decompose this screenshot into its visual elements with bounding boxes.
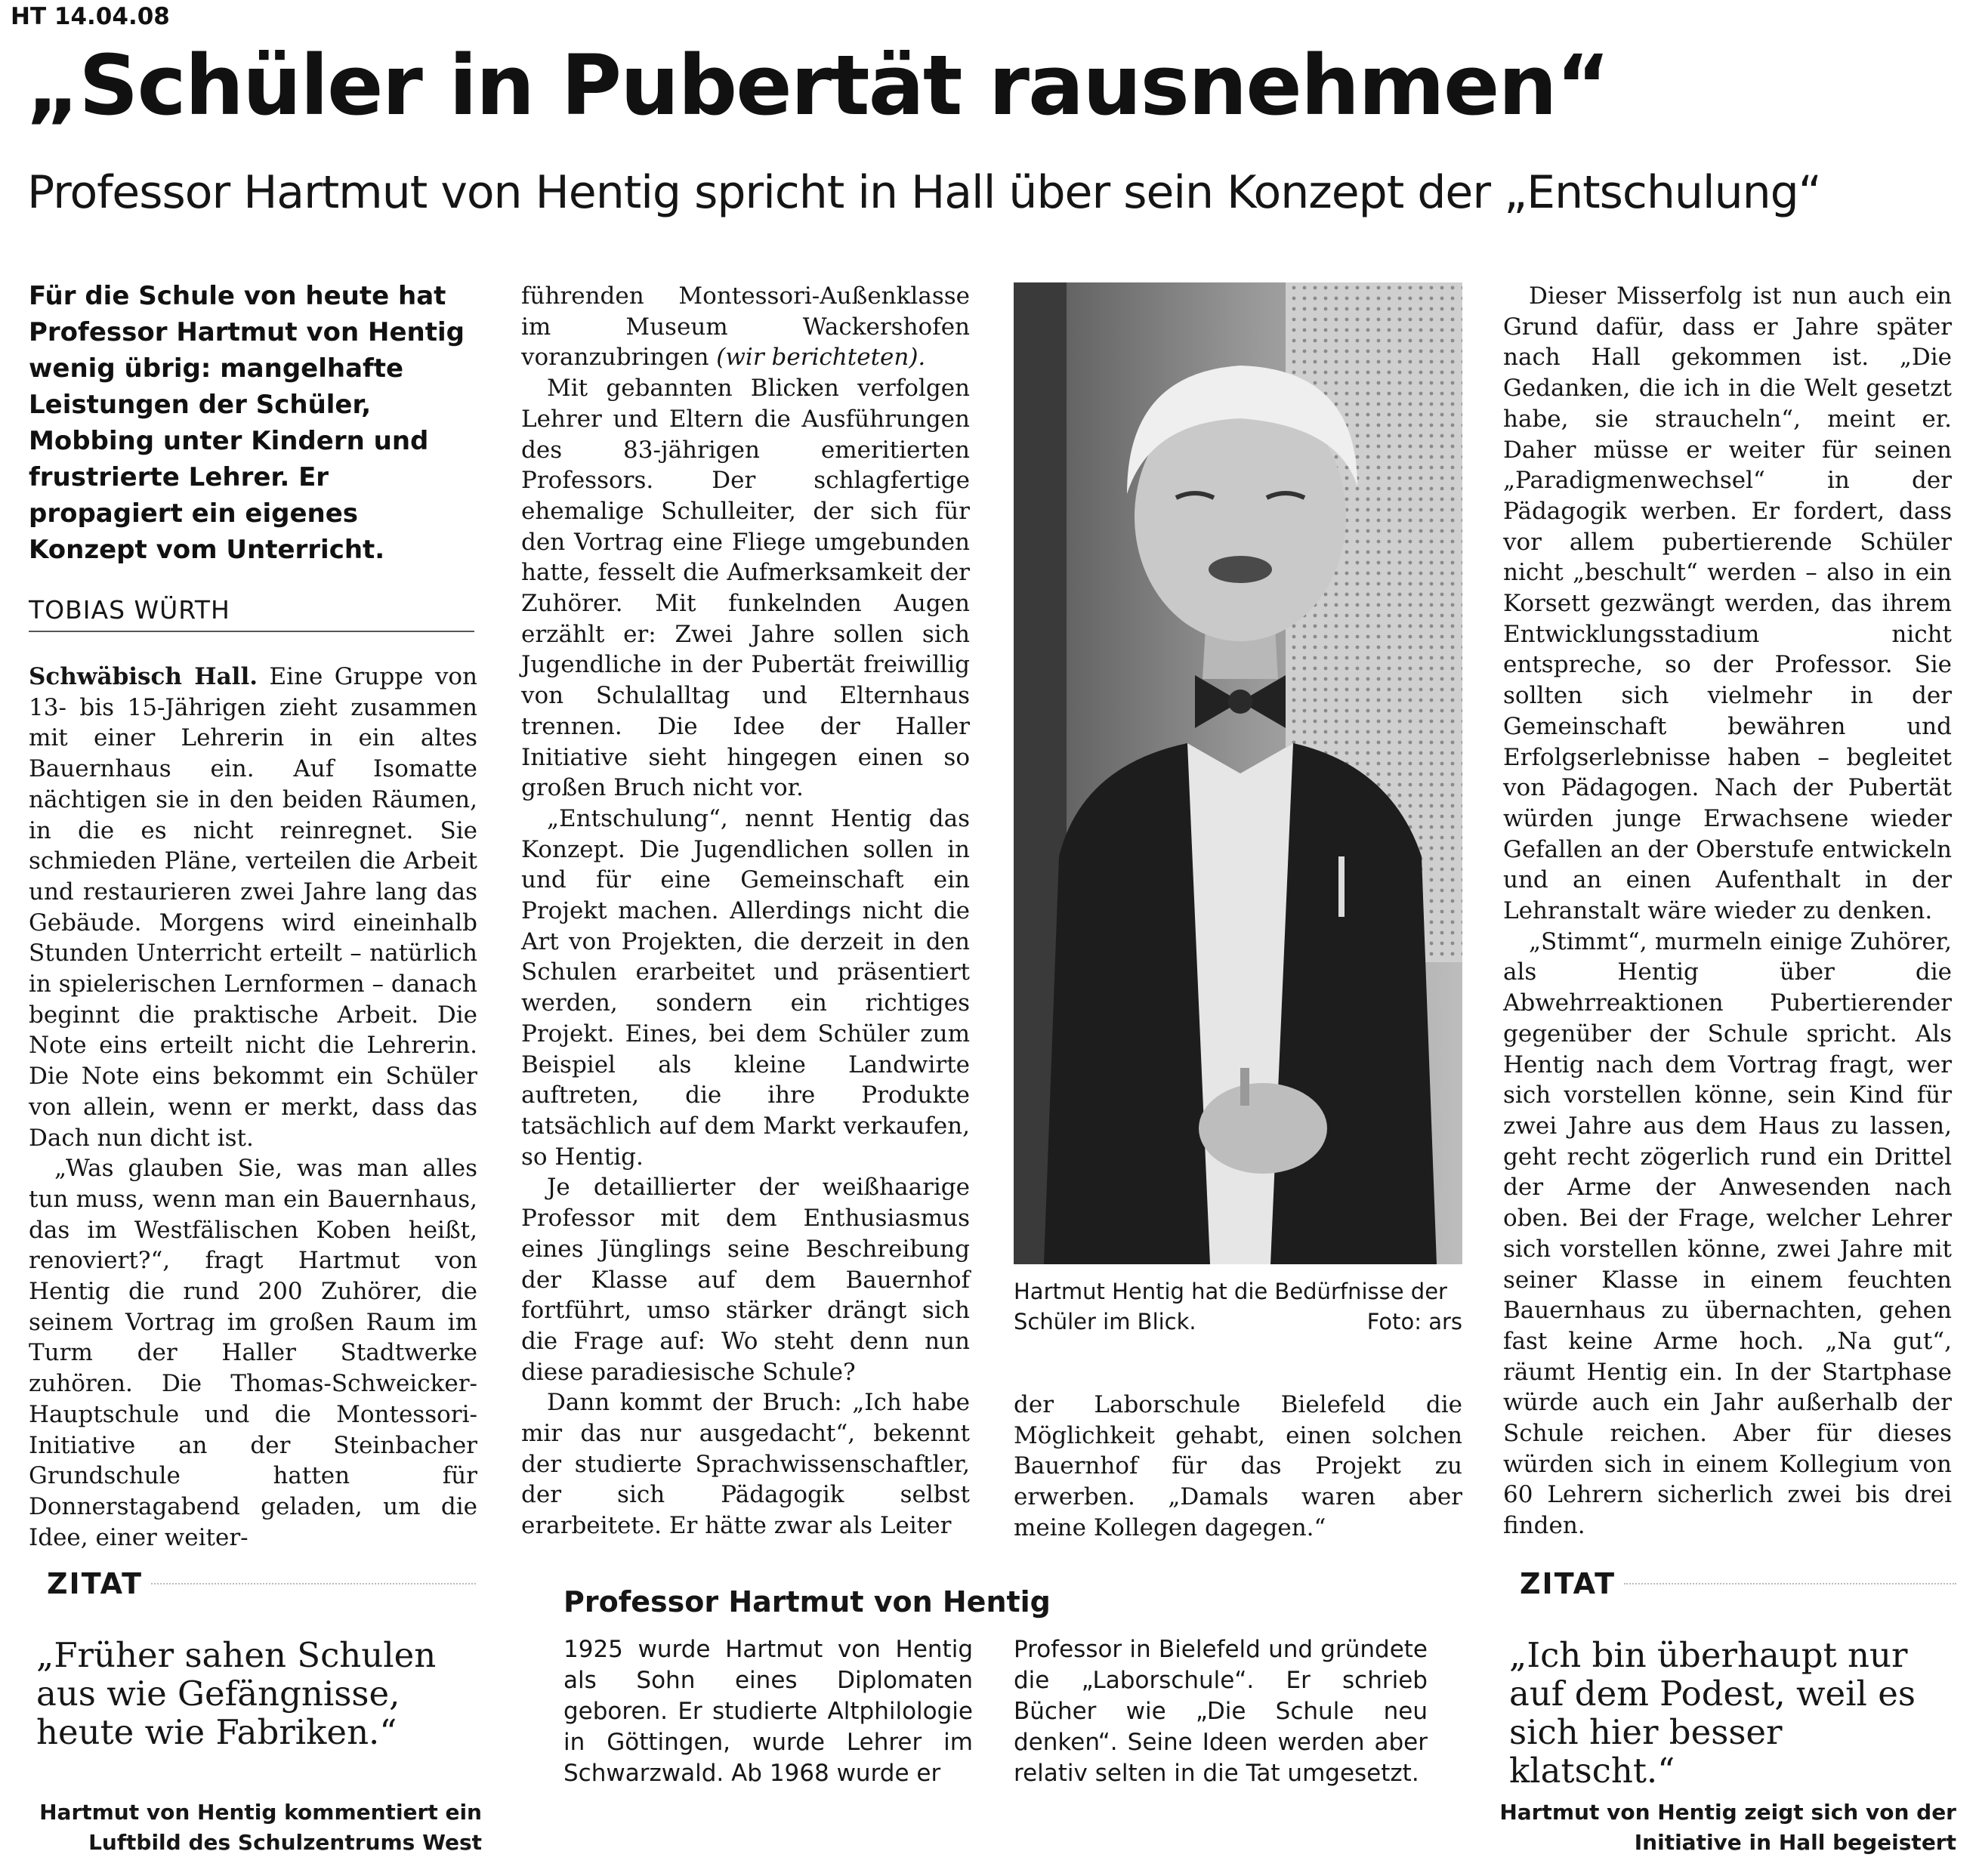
paragraph-note: (wir berichteten). [716, 344, 926, 372]
article-paragraph: Je detaillierter der weißhaarige Professor mit dem Enthusiasmus eines Jünglings seine Beschreibung der Klasse auf dem Bauernhof fortführt, umso stärker drängt sich die Frage auf: Wo steht denn nun diese paradiesische Schule? [521, 1174, 970, 1386]
intro-teaser [29, 278, 482, 568]
article-paragraph: „Stimmt“, murmeln einige Zuhörer, als Hentig über die Abwehrreaktionen Pubertierender gegenüber der Schule spricht. Als Hentig nach dem Vortrag fragt, wer sich vorstellen könne, sein Kind für zwei Jahre aus dem Haus zu lassen, geht recht zögerlich rund ein Drittel der Arme der Anwesenden nach oben. Bei der Frage, welcher Lehrer sich vorstellen könne, zwei Jahre mit seiner Klasse in einem feuchten Bauernhaus zu übernachten, gehen fast keine Arme hoch. „Na gut“, räumt Hentig ein. In der Startphase würde auch ein Jahr außerhalb der Schule reichen. Aber für dieses würden sich in einem Kollegium von 60 Lehrern sicherlich zwei bis drei finden. [1503, 927, 1952, 1540]
article-column-2 [521, 281, 970, 1541]
article-paragraph: „Was glauben Sie, was man alles tun muss, wenn man ein Bauernhaus, das im Westfälischen Koben heißt, renoviert?“, fragt Hartmut von Hentig die rund 200 Zuhörer, die seinem Vortrag im großen Raum im Turm der Haller Stadtwerke zuhören. Die Thomas-Schweicker-Hauptschule und die Montessori-Initiative an der Steinbacher Grundschule hatten für Donnerstagabend geladen, um die Idee, einer weiter- [29, 1155, 477, 1551]
dateline: Schwäbisch Hall. [29, 663, 258, 690]
author-byline: TOBIAS WÜRTH [29, 593, 474, 632]
bio-box-column-2: Professor in Bielefeld und gründete die „Laborschule“. Er schrieb Bücher wie „Die Schule neu denken“. Seine Ideen werden aber relativ selten in die Tat umgesetzt. [1014, 1636, 1428, 1787]
paragraph-text: führenden Montessori-Außenklasse im Museum Wackershofen voranzubringen [521, 282, 970, 372]
portrait-illustration [1014, 282, 1462, 1264]
article-paragraph [521, 281, 970, 373]
caption-text: Hartmut Hentig hat die Bedürfnisse der Schüler im Blick. [1014, 1279, 1447, 1334]
portrait-photo [1014, 282, 1462, 1264]
article-paragraph: Dieser Misserfolg ist nun auch ein Grund dafür, dass er Jahre später nach Hall gekommen ist. „Die Gedanken, die ich in die Welt gesetzt habe, sie straucheln“, meint er. Daher müsse er weiter für seinen „Paradigmenwechsel“ in der Pädagogik werben. Er fordert, dass vor allem pubertierende Schüler nicht „beschult“ werden – also in ein Korsett gezwängt werden, das ihrem Entwicklungsstadium nicht entspreche, so der Professor. Sie sollten sich vielmehr in der Gemeinschaft bewähren und Erfolgserlebnisse haben – begleitet von Pädagogen. Nach der Pubertät würden junge Erwachsene wieder Gefallen an der Oberstufe entwickeln und an einen Aufenthalt in der Lehranstalt wäre wieder zu denken. [1503, 282, 1952, 925]
subheadline: Professor Hartmut von Hentig spricht in Hall über sein Konzept der „Entschulung“ [27, 166, 1821, 219]
divider [151, 1583, 476, 1584]
bio-box-title: Professor Hartmut von Hentig [563, 1585, 1051, 1618]
article-paragraph: „Entschulung“, nennt Hentig das Konzept. Die Jugendlichen sollen in und für eine Gemeinschaft ein Projekt machen. Allerdings nicht die Art von Projekten, die derzeit in den Schulen erarbeitet und präsentiert werden, sondern ein richtiges Projekt. Eines, bei dem Schüler zum Beispiel als kleine Landwirte auftreten, die ihre Produkte tatsächlich auf dem Markt verkaufen, so Hentig. [521, 804, 970, 1171]
article-column-3 [1014, 1390, 1462, 1544]
divider [1624, 1583, 1956, 1584]
source-tag: HT 14.04.08 [11, 3, 170, 30]
paragraph-text: Eine Gruppe von 13- bis 15-Jährigen zieht zusammen mit einer Lehrerin in ein altes Bauernhaus ein. Auf Isomatte nächtigen sie in den beiden Räumen, in die es nicht reinregnet. Sie schmieden Pläne, verteilen die Arbeit und restaurieren zwei Jahre lang das Gebäude. Morgens wird eineinhalb Stunden Unterricht erteilt – natürlich in spielerischen Lernformen – danach beginnt die praktische Arbeit. Die Note eins erteilt nicht die Lehrerin. Die Note eins bekommt ein Schüler von allein, wenn er merkt, dass das Dach nun dicht ist. [29, 663, 477, 1152]
photo-credit: Foto: ars [1366, 1309, 1462, 1334]
quote-text-left: „Früher sahen Schulen aus wie Gefängnisse, heute wie Fabriken.“ [36, 1635, 437, 1752]
article-paragraph: Dann kommt der Bruch: „Ich habe mir das nur ausgedacht“, bekennt der studierte Sprachwissenschaftler, der sich Pädagogik selbst erarbeitete. Er hätte zwar als Leiter [521, 1389, 970, 1540]
headline: „Schüler in Pubertät rausnehmen“ [26, 37, 1610, 134]
quote-label-left: ZITAT [47, 1567, 144, 1600]
quote-source-right: Hartmut von Hentig zeigt sich von der Initiative in Hall begeistert [1499, 1800, 1956, 1855]
article-column-4 [1503, 281, 1952, 1541]
article-column-1 [29, 662, 477, 1553]
quote-source-left: Hartmut von Hentig kommentiert ein Luftbild des Schulzentrums West [39, 1800, 482, 1855]
quote-text-right: „Ich bin überhaupt nur auf dem Podest, weil es sich hier besser klatscht.“ [1509, 1635, 1916, 1791]
article-paragraph: der Laborschule Bielefeld die Möglichkeit gehabt, einen solchen Bauernhof für das Projekt zu erwerben. „Damals waren aber meine Kollegen dagegen.“ [1014, 1391, 1462, 1541]
article-paragraph: Mit gebannten Blicken verfolgen Lehrer und Eltern die Ausführungen des 83-jährigen emeritierten Professors. Der schlagfertige ehemalige Schulleiter, der sich für den Vortrag eine Fliege umgebunden hatte, fesselt die Aufmerksamkeit der Zuhörer. Mit funkelnden Augen erzählt er: Zwei Jahre sollen sich Jugendliche in der Pubertät freiwillig von Schulalltag und Elternhaus trennen. Die Idee der Haller Initiative sieht hingegen einen so großen Bruch nicht vor. [521, 375, 970, 802]
article-paragraph [29, 662, 477, 1153]
bio-box-column-1: 1925 wurde Hartmut von Hentig als Sohn eines Diplomaten geboren. Er studierte Altphilologie in Göttingen, wurde Lehrer im Schwarzwald. Ab 1968 wurde er [563, 1636, 973, 1787]
photo-caption [1014, 1276, 1462, 1337]
quote-label-right: ZITAT [1520, 1567, 1616, 1600]
intro-text: Für die Schule von heute hat Professor Hartmut von Hentig wenig übrig: mangelhafte Leistungen der Schüler, Mobbing unter Kindern und frustrierte Lehrer. Er propagiert ein eigenes Konzept vom Unterricht. [29, 281, 465, 565]
